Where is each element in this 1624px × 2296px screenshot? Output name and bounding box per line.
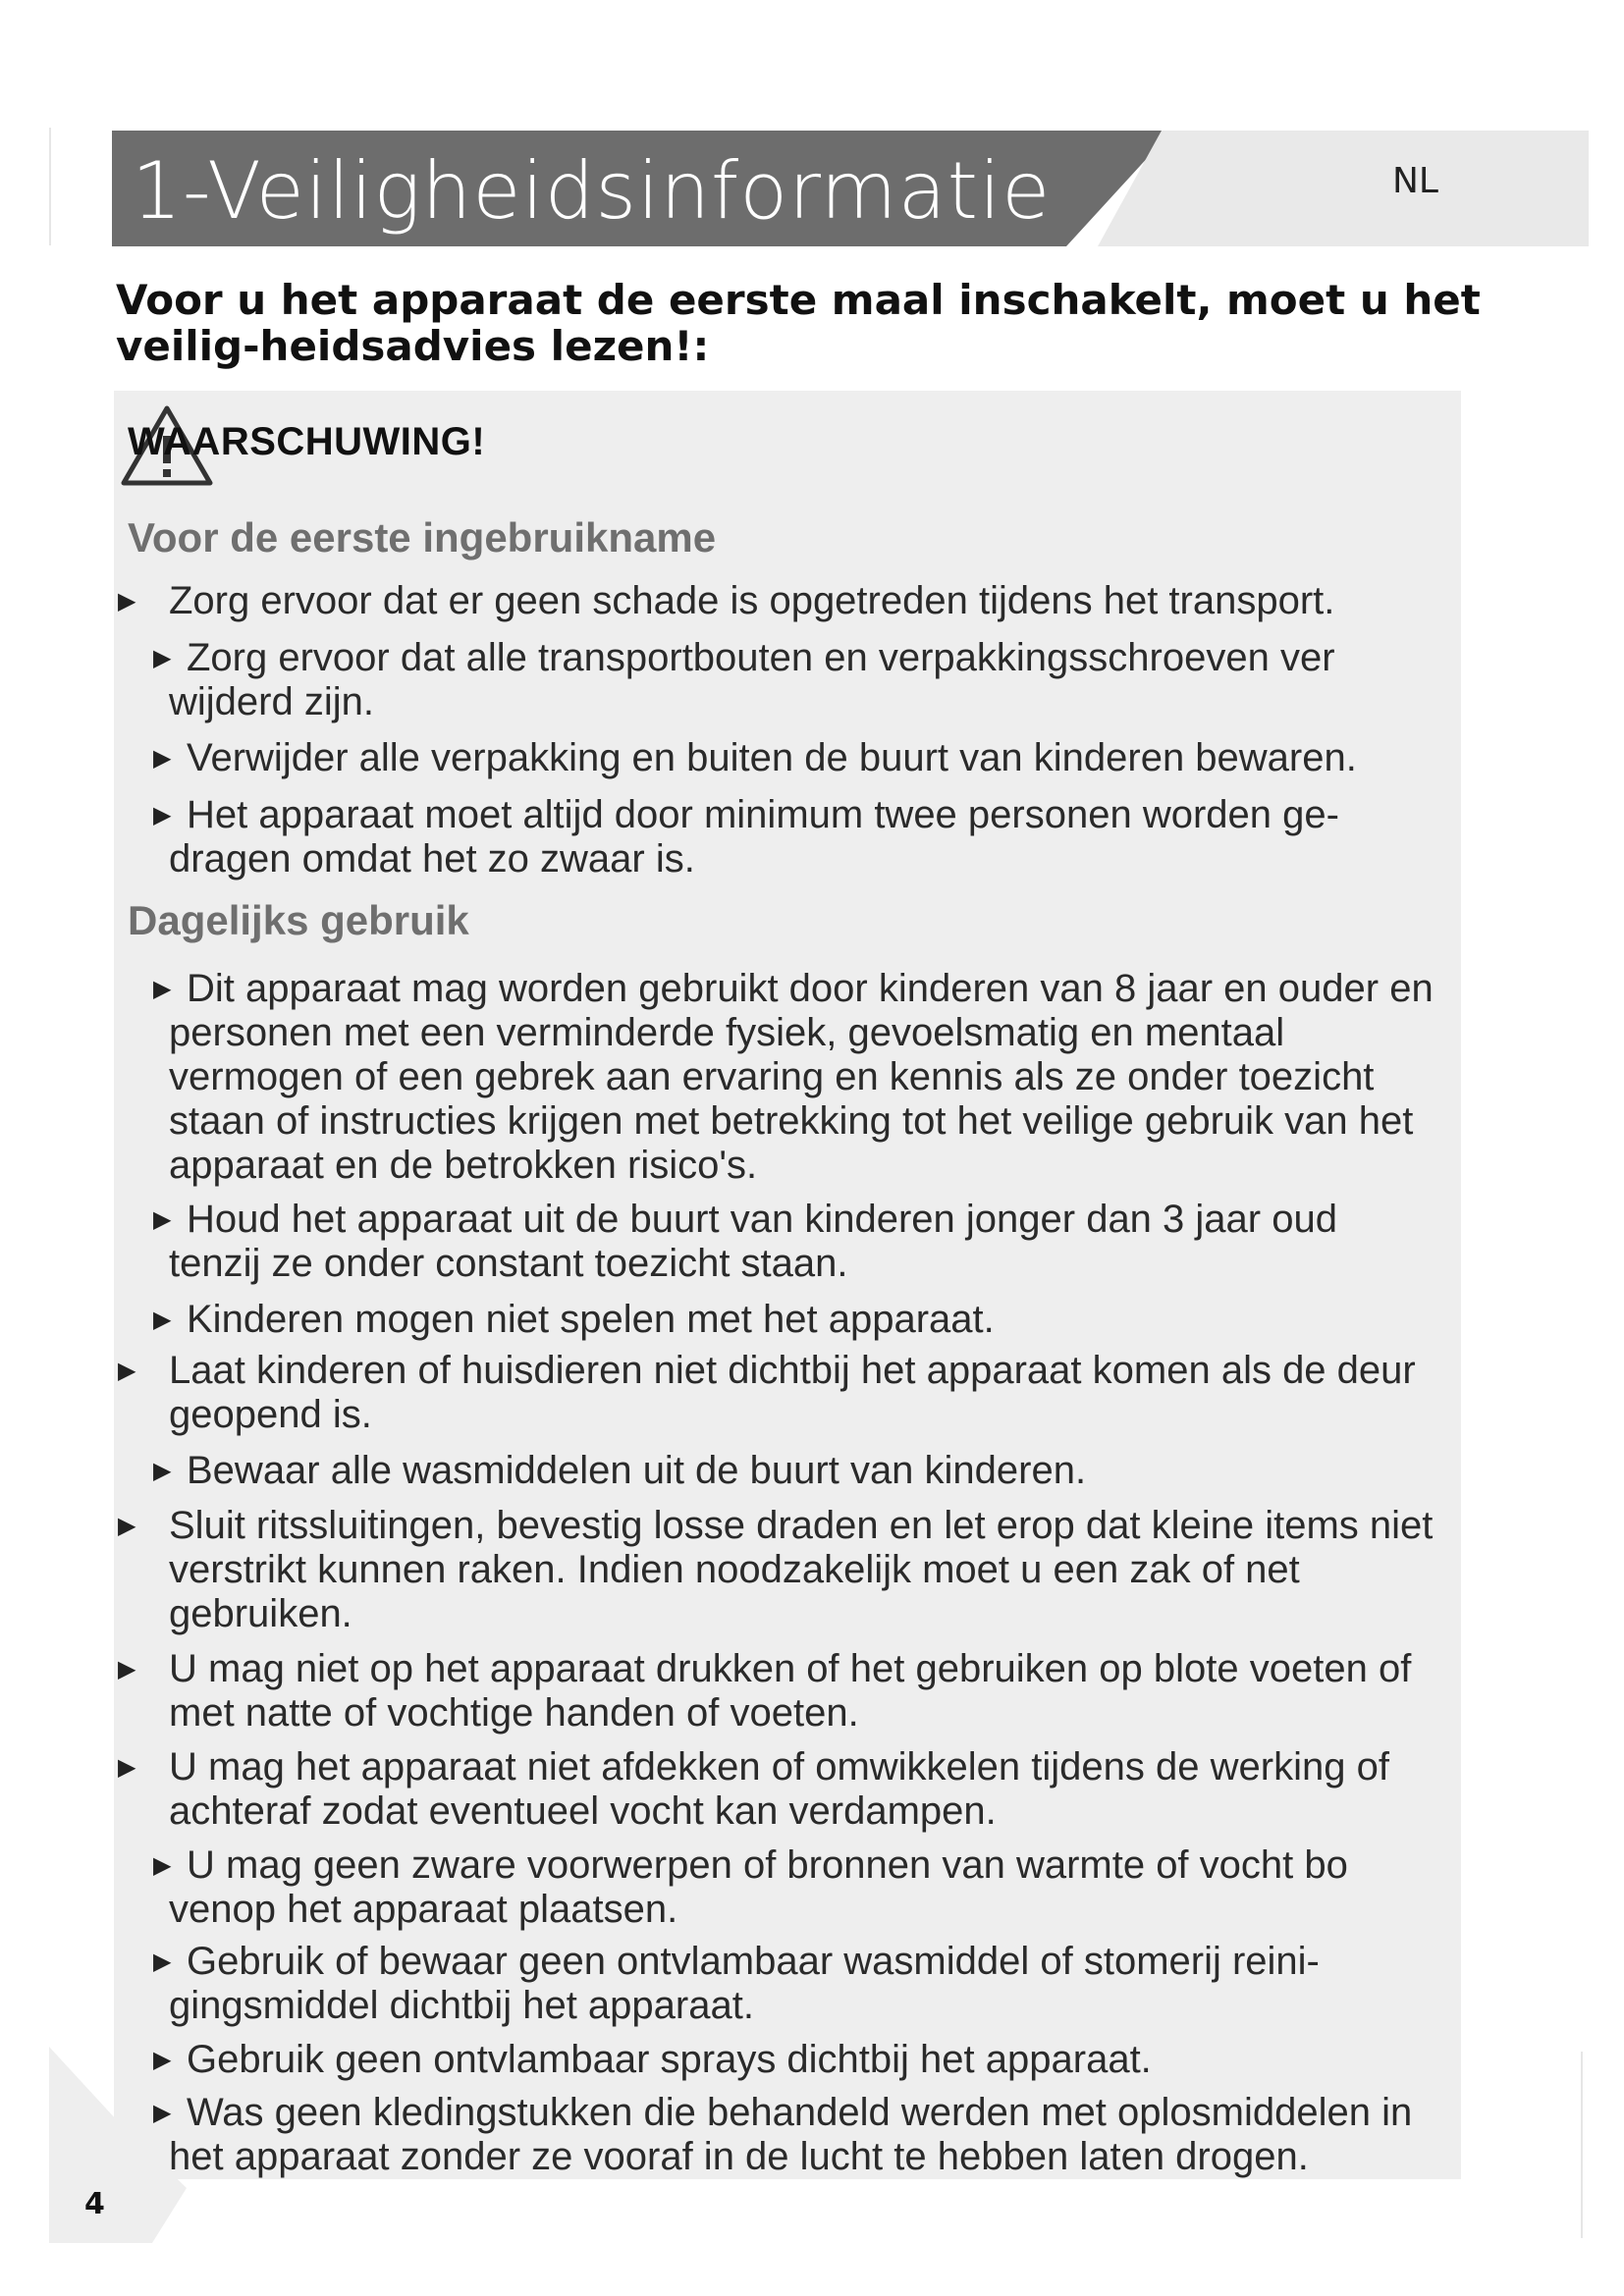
page-title: 1-Veiligheidsinformatie	[132, 145, 1052, 237]
list-item: ▶ Gebruik of bewaar geen ontvlambaar wasmiddel of stomerij reini-gingsmiddel dichtbij het apparaat.	[153, 1940, 1320, 2027]
bullet-icon: ▶	[118, 1512, 136, 1539]
intro-heading: Voor u het apparaat de eerste maal inschakelt, moet u het veilig-heidsadvies lezen!:	[116, 276, 1481, 370]
list-item: ▶ Zorg ervoor dat er geen schade is opgetreden tijdens het transport.	[118, 579, 1335, 622]
bullet-icon: ▶	[153, 1948, 172, 1975]
bullet-icon: ▶	[153, 1306, 172, 1333]
bullet-icon: ▶	[153, 2099, 172, 2126]
list-item: ▶ Gebruik geen ontvlambaar sprays dichtbij het apparaat.	[153, 2038, 1152, 2081]
section-heading-first-use: Voor de eerste ingebruikname	[128, 514, 717, 561]
language-tab	[1098, 131, 1589, 246]
bullet-icon: ▶	[153, 801, 172, 828]
section-heading-daily-use: Dagelijks gebruik	[128, 897, 469, 943]
bullet-icon: ▶	[153, 1205, 172, 1233]
bullet-icon: ▶	[118, 587, 136, 614]
bullet-icon: ▶	[118, 1753, 136, 1781]
language-label: NL	[1392, 161, 1438, 201]
list-item: ▶ Dit apparaat mag worden gebruikt door kinderen van 8 jaar en ouder en personen met een verminderde fysiek, gevoelsmatig en mentaal vermogen of een gebrek aan ervaring en kennis als ze onder toezicht staan of instructies krijgen met betrekking tot het veilige gebruik van het apparaat en de betrokken risico's.	[153, 967, 1434, 1187]
list-item: ▶ Verwijder alle verpakking en buiten de buurt van kinderen bewaren.	[153, 736, 1357, 779]
bullet-icon: ▶	[153, 1851, 172, 1879]
bullet-icon: ▶	[118, 1357, 136, 1384]
list-item: ▶ Kinderen mogen niet spelen met het apparaat.	[153, 1298, 995, 1341]
list-item: ▶ Zorg ervoor dat alle transportbouten en verpakkingsschroeven ver wijderd zijn.	[153, 636, 1335, 723]
list-item: ▶ Laat kinderen of huisdieren niet dichtbij het apparaat komen als de deur geopend is.	[118, 1349, 1416, 1436]
bullet-icon: ▶	[153, 975, 172, 1002]
bullet-icon: ▶	[153, 1457, 172, 1484]
list-item: ▶ U mag niet op het apparaat drukken of het gebruiken op blote voeten of met natte of vochtige handen of voeten.	[118, 1647, 1412, 1735]
list-item: ▶ Het apparaat moet altijd door minimum twee personen worden ge-dragen omdat het zo zwaar is.	[153, 793, 1339, 881]
list-item: ▶ Bewaar alle wasmiddelen uit de buurt van kinderen.	[153, 1449, 1087, 1492]
page-number: 4	[84, 2187, 105, 2221]
list-item: ▶ U mag geen zware voorwerpen of bronnen van warmte of vocht bo venop het apparaat plaatsen.	[153, 1843, 1348, 1931]
list-item: ▶ Was geen kledingstukken die behandeld werden met oplosmiddelen in het apparaat zonder ze vooraf in de lucht te hebben laten drogen.	[153, 2091, 1413, 2178]
list-item: ▶ U mag het apparaat niet afdekken of omwikkelen tijdens de werking of achteraf zodat eventueel vocht kan verdampen.	[118, 1745, 1389, 1833]
bullet-icon: ▶	[153, 744, 172, 772]
page-edge-right	[1581, 2052, 1583, 2238]
list-item: ▶ Houd het apparaat uit de buurt van kinderen jonger dan 3 jaar oud tenzij ze onder constant toezicht staan.	[153, 1198, 1337, 1285]
bullet-icon: ▶	[153, 644, 172, 671]
list-item: ▶ Sluit ritssluitingen, bevestig losse draden en let erop dat kleine items niet verstrikt kunnen raken. Indien noodzakelijk moet u een zak of net gebruiken.	[118, 1504, 1434, 1635]
bullet-icon: ▶	[153, 2046, 172, 2073]
warning-title: WAARSCHUWING!	[128, 420, 486, 463]
bullet-icon: ▶	[118, 1655, 136, 1682]
page-edge-left	[49, 128, 51, 245]
